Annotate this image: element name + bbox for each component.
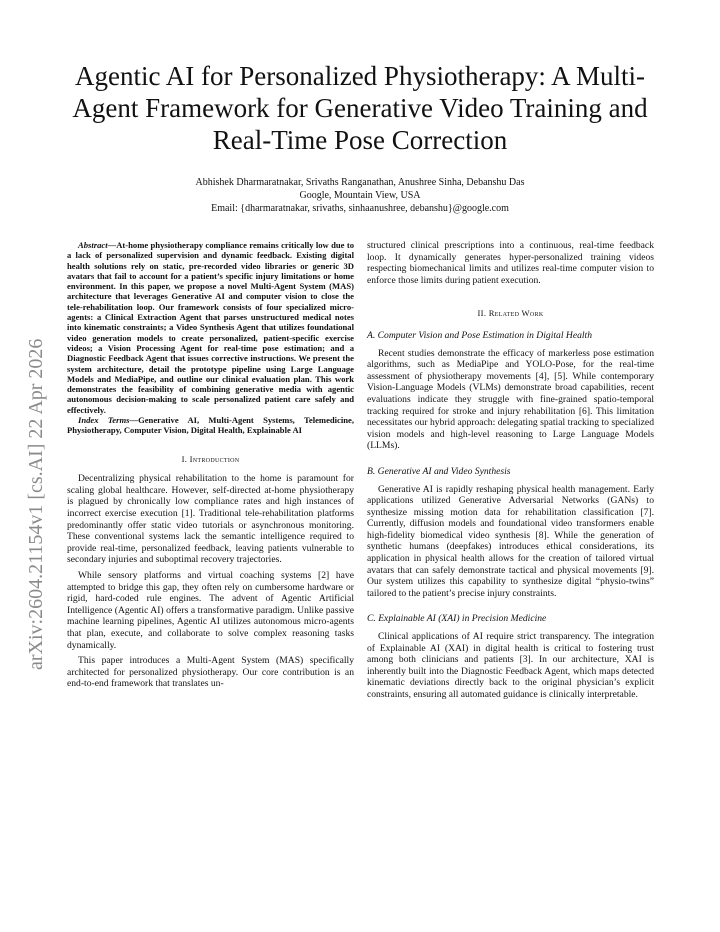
intro-paragraph-1: Decentralizing physical rehabilitation to the home is paramount for scaling global healthcare. However, self-directed at-home physiotherapy is plagued by chronically low compliance rates and high instances of incorrect exercise execution [1]. Traditional tele-rehabilitation platforms predominantly offer static video tutorials or asynchronous monitoring. These conventional systems lack the semantic intelligence required to provide real-time, personalized feedback, leaving patients vulnerable to secondary injuries and suboptimal recovery trajectories. xyxy=(67,473,354,566)
author-email: Email: {dharmaratnakar, srivaths, sinhaanushree, debanshu}@google.com xyxy=(211,203,509,214)
subsection-heading-a: A. Computer Vision and Pose Estimation in Digital Health xyxy=(367,329,592,341)
intro-paragraph-3: This paper introduces a Multi-Agent System (MAS) specifically architected for personalized physiotherapy. Our core contribution is an end-to-end framework that translates un- xyxy=(67,655,354,690)
subsection-heading-c: C. Explainable AI (XAI) in Precision Medicine xyxy=(367,613,547,625)
author-affiliation: Google, Mountain View, USA xyxy=(299,190,421,201)
intro-continuation: structured clinical prescriptions into a continuous, real-time feedback loop. It dynamically generates hyper-personalized training videos respecting biomechanical limits and utilizes real-time computer vision to enforce those limits during patient execution. xyxy=(367,240,654,286)
index-terms-text: Generative AI, Multi-Agent Systems, Telemedicine, Physiotherapy, Computer Vision, Digital Health, Explainable AI xyxy=(67,415,354,436)
abstract-label: Abstract— xyxy=(78,240,117,250)
left-column xyxy=(67,240,354,690)
subsection-b-text: Generative AI is rapidly reshaping physical health management. Early applications utilized Generative Adversarial Networks (GANs) to synthesize missing motion data for rehabilitation classification [7]. Currently, diffusion models and foundational video transformers enable high-fidelity biomedical video synthesis [8]. While the generation of synthetic humans (deepfakes) introduces ethical considerations, its application in physical health allows for the creation of tailored virtual avatars that can safely demonstrate tactical and physical movements [9]. Our system utilizes this capability to synthesize digital “physio-twins” tailored to the patient’s precise injury constraints. xyxy=(367,483,654,599)
abstract xyxy=(67,240,354,415)
subsection-heading-b: B. Generative AI and Video Synthesis xyxy=(367,465,511,477)
section-heading-introduction: I. Introduction xyxy=(181,453,240,464)
arxiv-sidebar-stamp xyxy=(12,270,56,670)
subsection-c-text: Clinical applications of AI require strict transparency. The integration of Explainable AI (XAI) in digital health is critical to fostering trust among both clinicians and patients [3]. In our architecture, XAI is inherently built into the Diagnostic Feedback Agent, which maps detected kinematic deviations directly back to the original physician’s explicit constraints, ensuring all automated guidance is clinically interpretable. xyxy=(367,631,654,700)
subsection-a-text: Recent studies demonstrate the efficacy of markerless pose estimation algorithms, such as MediaPipe and YOLO-Pose, for the real-time assessment of physiotherapy movements [4], [5]. While contemporary Vision-Language Models (VLMs) demonstrate broad capabilities, recent evaluations indicate they struggle with fine-grained spatio-temporal tracking required for stroke and injury rehabilitation [6]. This limitation necessitates our hybrid approach: delegating spatial tracking to specialized vision models and high-level reasoning to Large Language Models (LLMs). xyxy=(367,347,654,452)
author-names: Abhishek Dharmaratnakar, Srivaths Ranganathan, Anushree Sinha, Debanshu Das xyxy=(195,177,525,188)
right-column xyxy=(367,240,654,701)
index-terms xyxy=(67,415,354,436)
paper-title: Agentic AI for Personalized Physiotherapy: A Multi-Agent Framework for Generative Video Training and Real-Time Pose Correction xyxy=(72,61,648,155)
author-block xyxy=(70,176,650,215)
arxiv-id: arXiv:2604.21154v1 [cs.AI] 22 Apr 2026 xyxy=(25,338,47,670)
index-terms-label: Index Terms— xyxy=(78,415,139,426)
abstract-text: At-home physiotherapy compliance remains critically low due to a lack of personalized supervision and dynamic feedback. Existing digital health solutions rely on static, pre-recorded video libraries or generic 3D avatars that fail to account for a patient’s specific injury limitations or home environment. In this paper, we propose a novel Multi-Agent System (MAS) architecture that leverages Generative AI and computer vision to close the tele-rehabilitation loop. Our framework consists of four specialized micro-agents: a Clinical Extraction Agent that parses unstructured medical notes into kinematic constraints; a Video Synthesis Agent that utilizes foundational video generation models to create personalized, patient-specific exercise videos; a Vision Processing Agent for real-time pose estimation; and a Diagnostic Feedback Agent that issues corrective instructions. We present the system architecture, detail the prototype pipeline using Large Language Models and MediaPipe, and outline our clinical evaluation plan. This work demonstrates the feasibility of combining generative media with agentic autonomous decision-making to scale personalized patient care safely and effectively. xyxy=(67,240,354,415)
section-heading-related-work: II. Related Work xyxy=(477,308,544,319)
intro-paragraph-2: While sensory platforms and virtual coaching systems [2] have attempted to bridge this gap, they often rely on cumbersome hardware or rigid, hard-coded rule engines. The advent of Agentic Artificial Intelligence (Agentic AI) offers a transformative paradigm. Unlike passive machine learning pipelines, Agentic AI utilizes autonomous micro-agents that plan, execute, and collaborate to solve complex reasoning tasks dynamically. xyxy=(67,569,354,651)
